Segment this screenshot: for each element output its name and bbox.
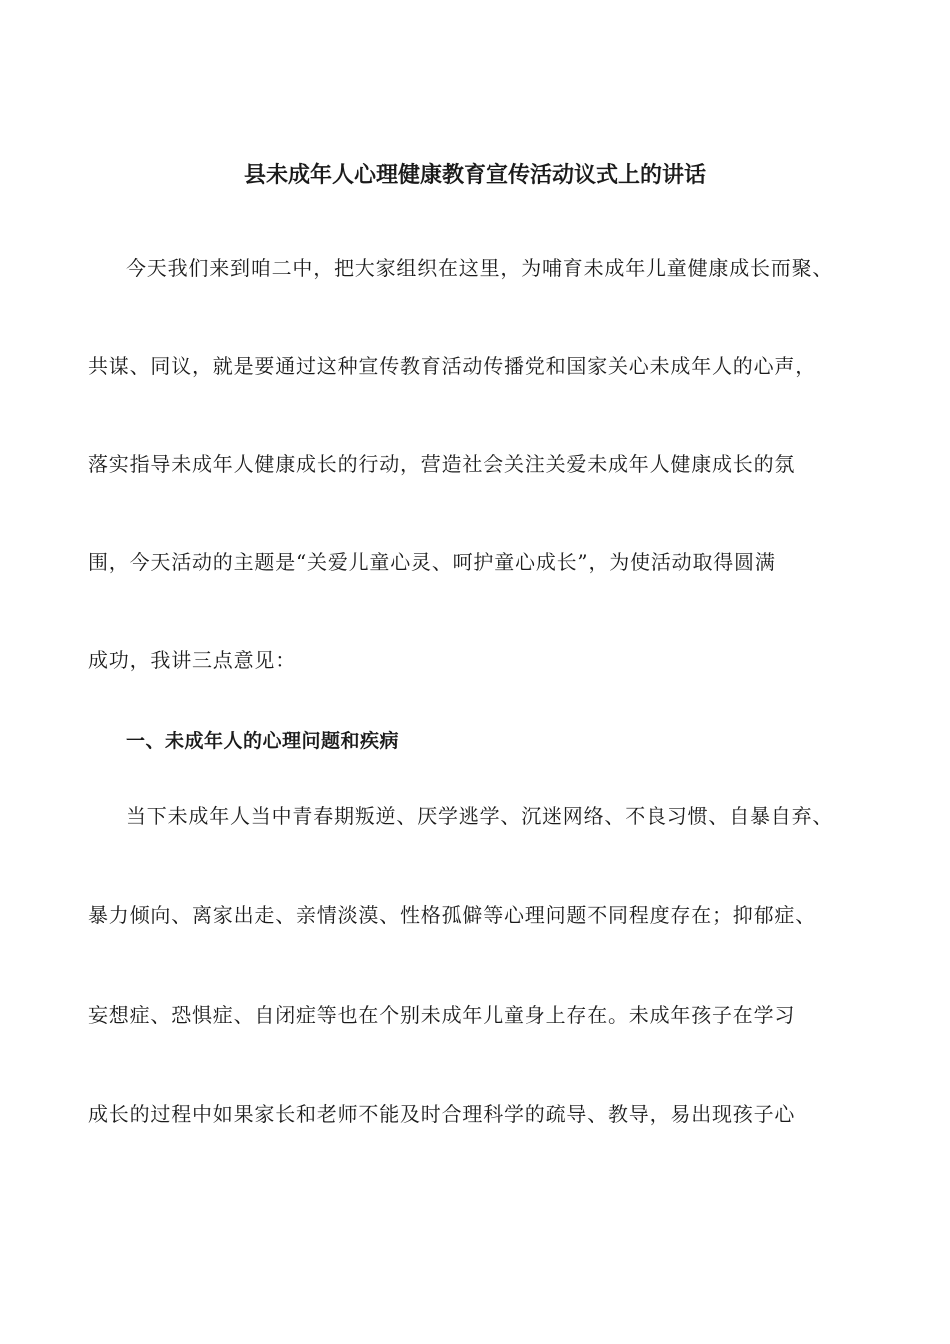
intro-paragraph-line-4: 围，今天活动的主题是“关爱儿童心灵、呵护童心成长”，为使活动取得圆满 — [88, 550, 776, 574]
section1-paragraph-line-1: 当下未成年人当中青春期叛逆、厌学逃学、沉迷网络、不良习惯、自暴自弃、 — [126, 804, 834, 828]
section-heading-1: 一、未成年人的心理问题和疾病 — [126, 730, 400, 752]
intro-paragraph-line-2: 共谋、同议，就是要通过这种宣传教育活动传播党和国家关心未成年人的心声， — [88, 354, 816, 378]
document-title: 县未成年人心理健康教育宣传活动议式上的讲话 — [243, 163, 706, 188]
intro-paragraph-line-3: 落实指导未成年人健康成长的行动，营造社会关注关爱未成年人健康成长的氛 — [88, 452, 796, 476]
intro-paragraph-line-1: 今天我们来到咱二中，把大家组织在这里，为哺育未成年儿童健康成长而聚、 — [126, 256, 834, 280]
section1-paragraph-line-3: 妄想症、恐惧症、自闭症等也在个别未成年儿童身上存在。未成年孩子在学习 — [88, 1003, 796, 1027]
section1-paragraph-line-2: 暴力倾向、离家出走、亲情淡漠、性格孤僻等心理问题不同程度存在；抑郁症、 — [88, 903, 816, 927]
intro-paragraph-line-5: 成功，我讲三点意见： — [88, 648, 296, 672]
section1-paragraph-line-4: 成长的过程中如果家长和老师不能及时合理科学的疏导、教导，易出现孩子心 — [88, 1102, 796, 1126]
